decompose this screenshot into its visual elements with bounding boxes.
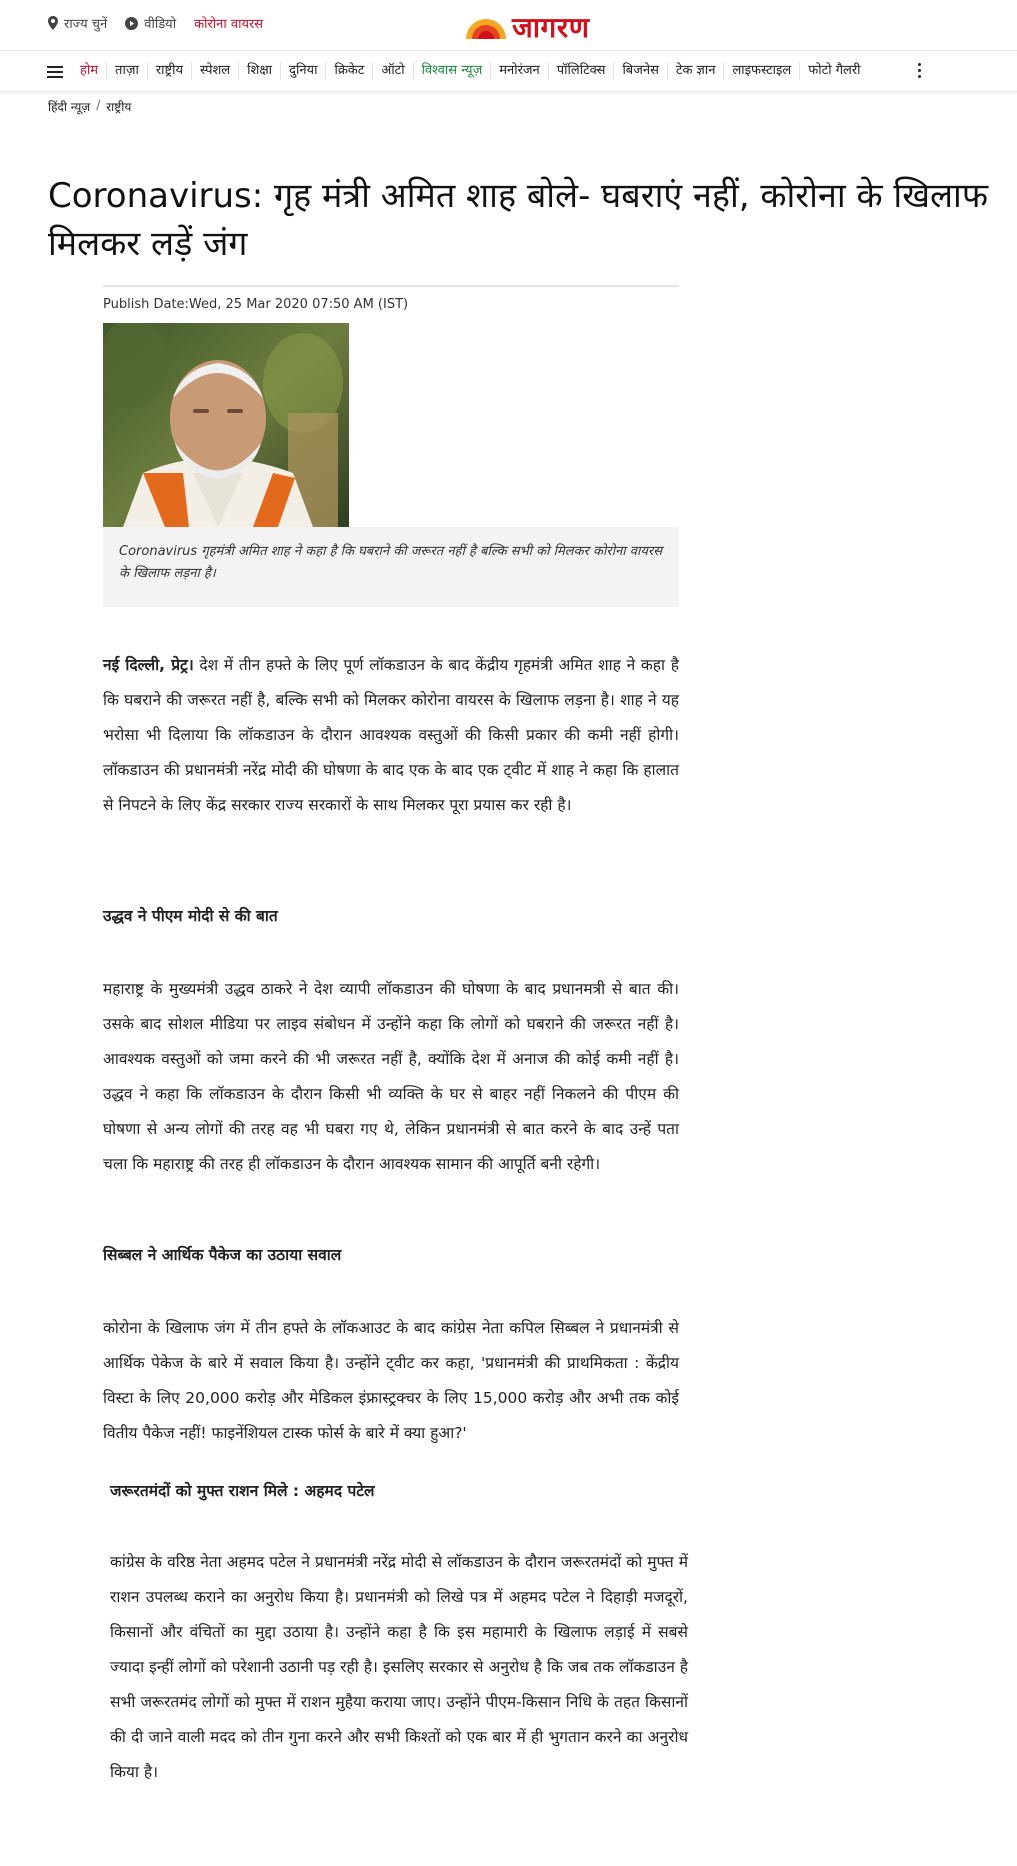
nav-item-photo-gallery[interactable]: फोटो गैलरी xyxy=(808,63,861,78)
video-link-label: वीडियो xyxy=(144,17,177,32)
dateline: नई दिल्ली, प्रेट्र। xyxy=(103,656,194,674)
state-selector-label: राज्य चुनें xyxy=(64,17,108,32)
video-link[interactable] xyxy=(125,14,176,32)
nav-item-entertainment[interactable]: मनोरंजन xyxy=(491,62,549,80)
location-pin-icon xyxy=(48,16,58,30)
logo-text: जागरण xyxy=(512,11,590,44)
breadcrumb-separator: / xyxy=(96,98,101,112)
nav-item-world[interactable]: दुनिया xyxy=(281,62,326,80)
nav-item-special[interactable]: स्पेशल xyxy=(192,62,239,80)
nav-item-home[interactable]: होम xyxy=(72,62,107,80)
article-paragraph-4: कांग्रेस के वरिष्ठ नेता अहमद पटेल ने प्रधानमंत्री नरेंद्र मोदी से लॉकडाउन के दौरान जरूरतमंदों को मुफ्त में राशन उपलब्ध कराने का अनुरोध किया है। प्रधानमंत्री को लिखे पत्र में अहमद पटेल ने दिहाड़ी मजदूरों, किसानों और वंचितों का मुद्दा उठाया है। उन्होंने कहा है कि इस महामारी के खिलाफ लड़ाई में सबसे ज्यादा इन्हीं लोगों को परेशानी उठानी पड़ रही है। इसलिए सरकार से अनुरोध है कि जब तक लॉकडाउन है सभी जरूरतमंद लोगों को मुफ्त में राशन मुहैया कराया जाए। उन्होंने पीएम-किसान निधि के तहत किसानों की दी जाने वाली मदद को तीन गुना करने और सभी किश्तों को एक बार में ही भुगतान करने का अनुरोध किया है। xyxy=(110,1553,688,1781)
nav-item-politics[interactable]: पॉलिटिक्स xyxy=(549,62,615,80)
corona-link-label: कोरोना वायरस xyxy=(194,17,264,32)
main-navigation xyxy=(0,50,1017,92)
photo-caption: Coronavirus गृहमंत्री अमित शाह ने कहा है कि घबराने की जरूरत नहीं है बल्कि सभी को मिलकर कोरोना वायरस के खिलाफ लड़ना है। xyxy=(119,544,663,581)
nav-item-tech[interactable]: टेक ज्ञान xyxy=(668,62,725,80)
jagran-logo[interactable] xyxy=(464,8,590,46)
breadcrumb-home[interactable]: हिंदी न्यूज़ xyxy=(48,100,91,114)
nav-item-auto[interactable]: ऑटो xyxy=(373,62,413,80)
breadcrumb xyxy=(48,98,131,115)
title-divider xyxy=(103,285,679,287)
article-paragraph-1 xyxy=(103,648,679,823)
hamburger-menu-icon[interactable] xyxy=(47,66,63,78)
nav-item-vishvas-news[interactable]: विश्वास न्यूज़ xyxy=(414,62,492,80)
corona-virus-link[interactable] xyxy=(194,14,263,32)
paragraph-1-text: देश में तीन हफ्ते के लिए पूर्ण लॉकडाउन के बाद केंद्रीय गृहमंत्री अमित शाह ने कहा है कि घबराने की जरूरत नहीं है, बल्कि सभी को मिलकर कोरोना वायरस के खिलाफ लड़ना है। शाह ने यह भरोसा भी दिलाया कि लॉकडाउन के दौरान आवश्यक वस्तुओं की किसी प्रकार की कमी नहीं होगी। लॉकडाउन की प्रधानमंत्री नरेंद्र मोदी की घोषणा के बाद एक के बाद एक ट्वीट में शाह ने कहा कि हालात से निपटने के लिए केंद्र सरकार राज्य सरकारों के साथ मिलकर पूरा प्रयास कर रही है। xyxy=(103,656,679,814)
article-paragraph-3: कोरोना के खिलाफ जंग में तीन हफ्ते के लॉकआउट के बाद कांग्रेस नेता कपिल सिब्बल ने प्रधानमंत्री से आर्थिक पेकेज के बारे में सवाल किया है। उन्होंने ट्वीट कर कहा, 'प्रधानमंत्री की प्राथमिकता : केंद्रीय विस्टा के लिए 20,000 करोड़ और मेडिकल इंफ्रास्ट्रक्चर के लिए 15,000 करोड़ और अभी तक कोई वितीय पैकेज नहीं! फाइनेंशियल टास्क फोर्स के बारे में क्या हुआ?' xyxy=(103,1319,679,1442)
subheading-2: सिब्बल ने आर्थिक पैकेज का उठाया सवाल xyxy=(103,1246,342,1264)
state-selector[interactable] xyxy=(48,14,107,32)
nav-item-business[interactable]: बिजनेस xyxy=(614,62,667,80)
top-links xyxy=(48,14,281,32)
nav-item-national[interactable]: राष्ट्रीय xyxy=(148,62,192,80)
subheading-1: उद्धव ने पीएम मोदी से की बात xyxy=(103,907,278,925)
nav-item-education[interactable]: शिक्षा xyxy=(239,62,281,80)
photo-caption-box xyxy=(103,527,679,607)
more-menu-icon[interactable] xyxy=(918,63,922,81)
article-paragraph-2: महाराष्ट्र के मुख्यमंत्री उद्धव ठाकरे ने देश व्यापी लॉकडाउन की घोषणा के बाद प्रधानमत्री से बात की। उसके बाद सोशल मीडिया पर लाइव संबोधन में उन्होंने कहा कि लोगों को घबराने की जरूरत नहीं है। आवश्यक वस्तुओं को जमा करने की भी जरूरत नहीं है, क्योंकि देश में अनाज की कोई कमी नहीं है। उद्धव ने कहा कि लॉकडाउन के दौरान किसी भी व्यक्ति के घर से बाहर नहीं निकलने की पीएम की घोषणा से अन्य लोगों की तरह वह भी घबरा गए थे, लेकिन प्रधानमंत्री से बात करने के बाद उन्हें पता चला कि महाराष्ट्र की तरह ही लॉकडाउन के दौरान आवश्यक सामान की आपूर्ति बनी रहेगी। xyxy=(103,980,679,1173)
nav-item-lifestyle[interactable]: लाइफस्टाइल xyxy=(724,62,800,80)
play-circle-icon xyxy=(125,17,138,30)
nav-item-latest[interactable]: ताज़ा xyxy=(107,62,148,80)
nav-item-cricket[interactable]: क्रिकेट xyxy=(326,62,373,80)
top-utility-bar xyxy=(0,0,1017,50)
subheading-3: जरूरतमंदों को मुफ्त राशन मिले : अहमद पटेल xyxy=(110,1482,375,1500)
breadcrumb-section[interactable]: राष्ट्रीय xyxy=(106,100,132,114)
publish-date: Publish Date:Wed, 25 Mar 2020 07:50 AM (IST) xyxy=(103,297,409,312)
article-photo xyxy=(103,323,349,527)
article-title: Coronavirus: गृह मंत्री अमित शाह बोले- घबराएं नहीं, कोरोना के खिलाफ मिलकर लड़ें जंग xyxy=(48,176,989,264)
sun-logo-icon xyxy=(464,13,508,41)
nav-items xyxy=(72,51,869,91)
